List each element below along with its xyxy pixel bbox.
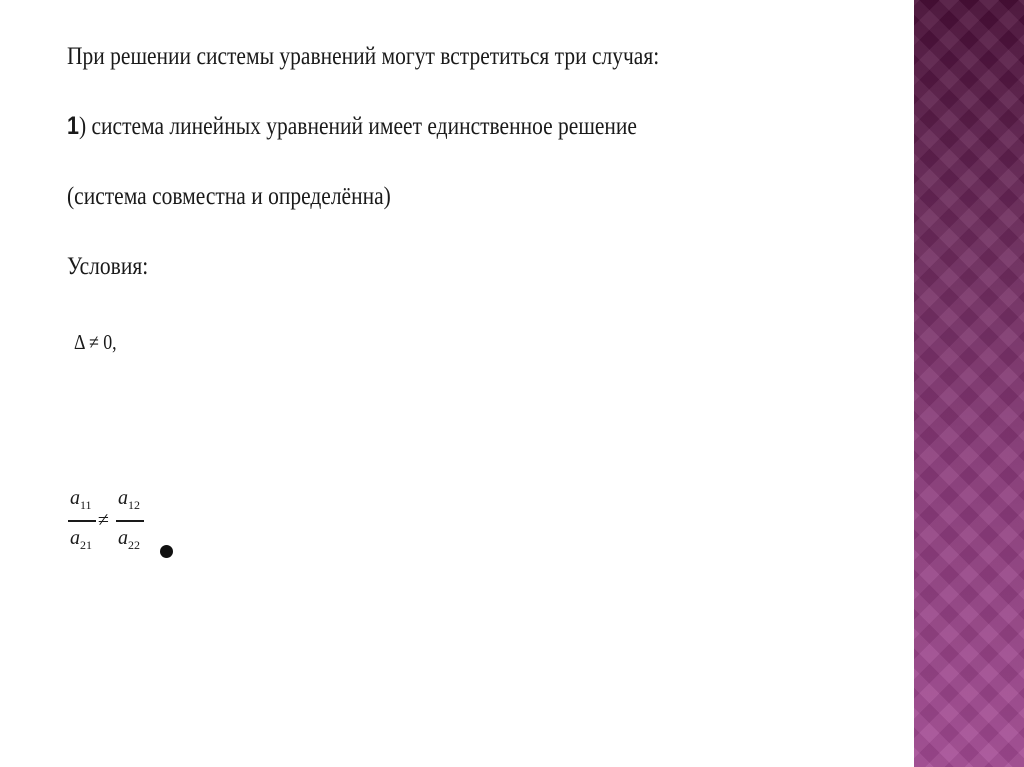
- fraction-bar: [68, 520, 96, 522]
- bullet-dot: [160, 545, 173, 558]
- case-one-note: (система совместна и определённа): [67, 183, 391, 210]
- case-number: 1: [67, 112, 79, 140]
- coefficient-ratio-condition: [68, 487, 188, 577]
- case-one-text: ) система линейных уравнений имеет единственное решение: [78, 113, 637, 140]
- fraction-left-numerator: $a_{11}$: [70, 487, 92, 512]
- fraction-right-denominator: $a_{22}$: [118, 527, 140, 552]
- intro-line: При решении системы уравнений могут встретиться три случая:: [67, 43, 660, 70]
- fraction-left-denominator: $a_{21}$: [70, 527, 92, 552]
- case-one-line: [67, 114, 637, 139]
- fraction-bar: [116, 520, 144, 522]
- not-equal-sign: ≠: [98, 509, 109, 531]
- determinant-condition: Δ ≠ 0,: [74, 330, 117, 354]
- decorative-side-band: [914, 0, 1024, 767]
- conditions-heading: Условия:: [67, 253, 149, 280]
- fraction-right-numerator: $a_{12}$: [118, 487, 140, 512]
